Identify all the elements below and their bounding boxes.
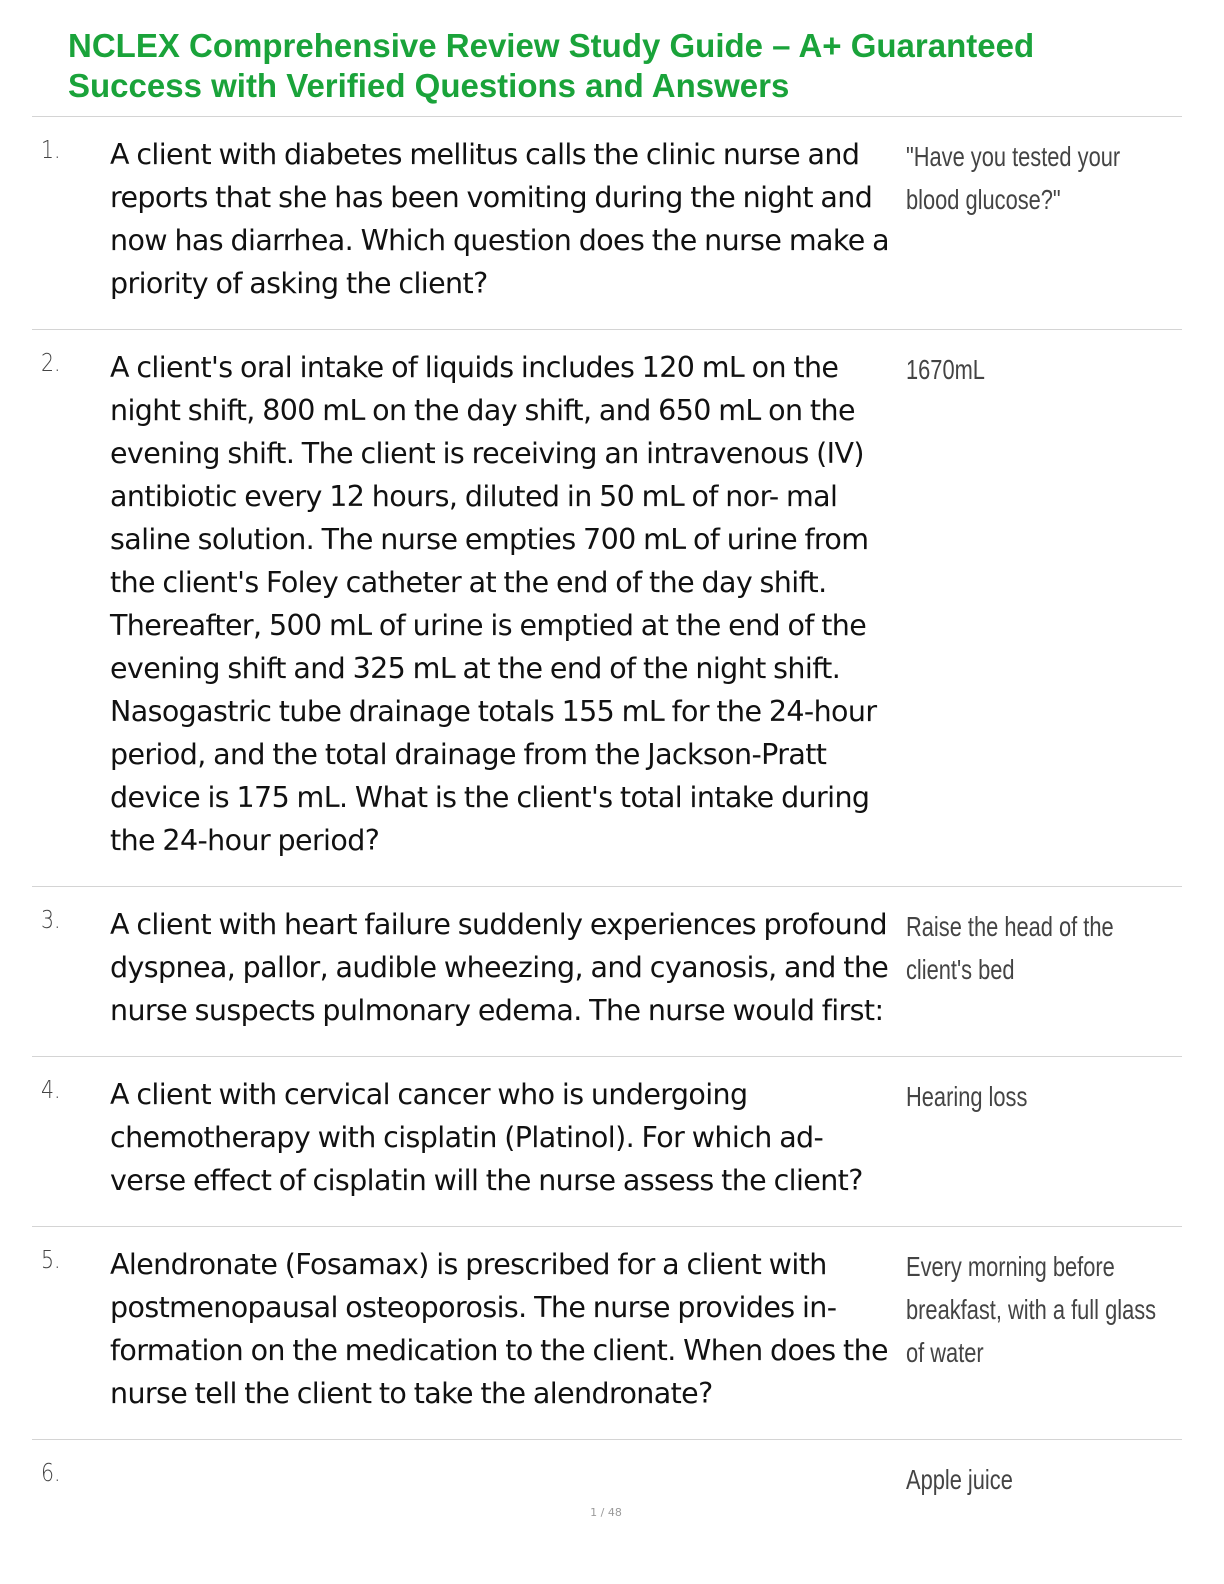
answer-text: "Have you tested your blood glucose?" [906, 141, 1121, 215]
qa-item [32, 886, 1182, 1056]
page-number: 1 / 48 [590, 1506, 622, 1519]
question-number: 6. [41, 1458, 61, 1487]
question-number: 5. [41, 1245, 61, 1274]
answer-text: Apple juice [906, 1464, 1013, 1495]
answer-text: Raise the head of the client's bed [906, 911, 1114, 985]
qa-item [32, 116, 1182, 329]
qa-list [32, 116, 1182, 1523]
answer-text: Hearing loss [906, 1081, 1028, 1112]
answer-text: Every morning before breakfast, with a full glass of water [906, 1251, 1157, 1368]
qa-item [32, 1226, 1182, 1439]
qa-item [32, 329, 1182, 886]
question-text [110, 1456, 900, 1499]
question-number: 3. [41, 905, 61, 934]
question-text: A client with diabetes mellitus calls the clinic nurse and reports that she has been vomiting during the night and now has diarrhea. Which question does the nurse make a priority of asking the client? [110, 138, 889, 300]
question-number: 4. [41, 1075, 61, 1104]
question-number: 2. [41, 348, 61, 377]
question-text: A client with cervical cancer who is undergoing chemotherapy with cisplatin (Platinol). For which ad- verse effect of cisplatin will the nurse assess the client? [110, 1078, 863, 1197]
question-text: A client with heart failure suddenly experiences profound dyspnea, pallor, audible wheezing, and cyanosis, and the nurse suspects pulmonary edema. The nurse would first: [110, 908, 889, 1027]
question-text: Alendronate (Fosamax) is prescribed for a client with postmenopausal osteoporosis. The nurse provides in- formation on the medication to the client. When does the nurse tell the client to take the alendronate? [110, 1248, 888, 1410]
question-number: 1. [41, 135, 61, 164]
document-title: NCLEX Comprehensive Review Study Guide – A+ Guaranteed Success with Verified Questions and Answers [68, 27, 1035, 104]
question-text: A client's oral intake of liquids includes 120 mL on the night shift, 800 mL on the day shift, and 650 mL on the evening shift. The client is receiving an intravenous (IV) antibiotic every 12 hours, diluted in 50 mL of nor- mal saline solution. The nurse empties 700 mL of urine from the client's Foley catheter at the end of the day shift. Thereafter, 500 mL of urine is emptied at the end of the evening shift and 325 mL at the end of the night shift. Nasogastric tube drainage totals 155 mL for the 24-hour period, and the total drainage from the Jackson-Pratt device is 175 mL. What is the client's total intake during the 24-hour period? [110, 351, 877, 857]
qa-item [32, 1056, 1182, 1226]
answer-text: 1670mL [906, 354, 985, 385]
